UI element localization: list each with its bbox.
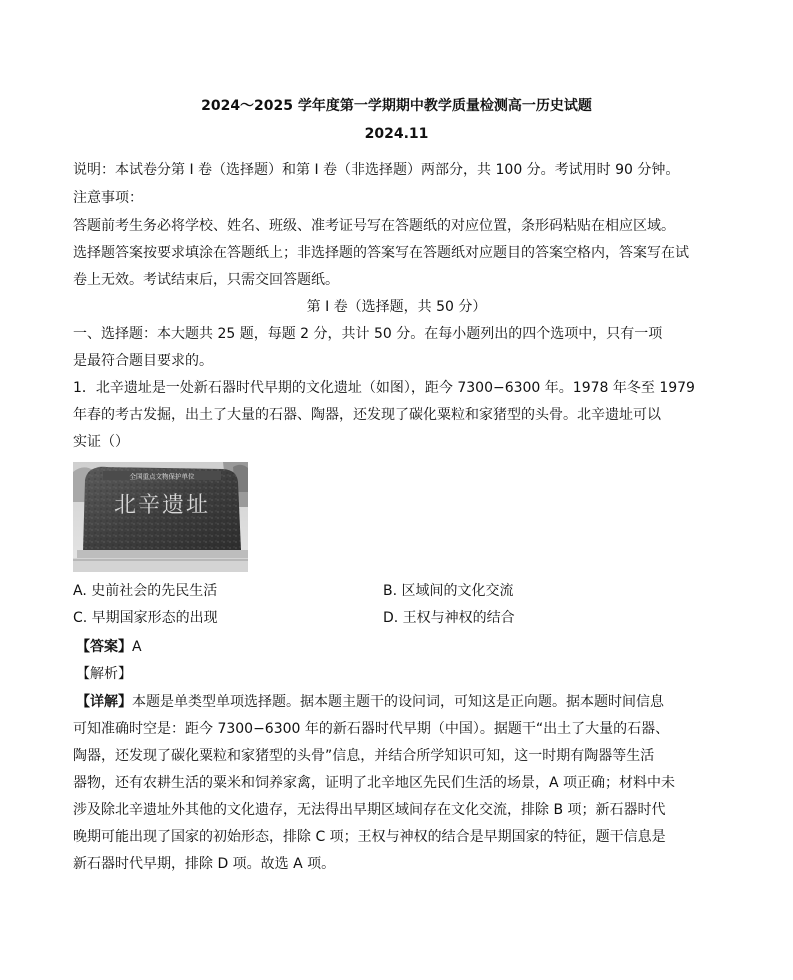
section-title: 第 I 卷（选择题，共 50 分）: [306, 299, 487, 315]
section-instruction-1: 一、选择题：本大题共 25 题，每题 2 分，共计 50 分。在每小题列出的四个选项中，只有一项: [73, 326, 663, 342]
option-a: A. 史前社会的先民生活: [73, 583, 218, 599]
exam-note: 说明：本试卷分第 I 卷（选择题）和第 I 卷（非选择题）两部分，共 100 分。考试用时 90 分钟。: [73, 162, 680, 178]
detail-line-4: 器物，还有农耕生活的粟米和饲养家禽，证明了北辛地区先民们生活的场景，A 项正确；材料中未: [73, 775, 676, 791]
option-b: B. 区域间的文化交流: [383, 583, 514, 599]
question-stem-3: 实证（）: [73, 434, 129, 450]
beixin-site-photo: [73, 462, 248, 572]
detail-text-1: 本题是单类型单项选择题。据本题主题干的设问词，可知这是正向题。据本题时间信息: [132, 694, 664, 710]
attention-line-1: 答题前考生务必将学校、姓名、班级、准考证号写在答题纸的对应位置，条形码粘贴在相应区域。: [73, 218, 675, 234]
option-c: C. 早期国家形态的出现: [73, 610, 218, 626]
detail-tag: 【详解】: [76, 694, 132, 710]
attention-line-2: 选择题答案按要求填涂在答题纸上；非选择题的答案写在答题纸对应题目的答案空格内，答案写在试: [73, 245, 689, 261]
detail-line-5: 涉及除北辛遗址外其他的文化遗存，无法得出早期区域间存在文化交流，排除 B 项；新石器时代: [73, 802, 666, 818]
detail-line-2: 可知准确时空是：距今 7300−6300 年的新石器时代早期（中国）。据题干“出土了大量的石器、: [73, 721, 670, 737]
attention-line-3: 卷上无效。考试结束后，只需交回答题纸。: [73, 272, 339, 288]
plaque-text: 全国重点文物保护单位: [129, 472, 195, 481]
detail-line-7: 新石器时代早期，排除 D 项。故选 A 项。: [73, 856, 336, 872]
option-d: D. 王权与神权的结合: [383, 610, 515, 626]
detail-line-6: 晚期可能出现了国家的初始形态，排除 C 项；王权与神权的结合是早期国家的特征，题干信息是: [73, 829, 666, 845]
answer-line: [76, 637, 142, 657]
answer-tag: 【答案】: [76, 639, 132, 655]
analysis-tag: 【解析】: [76, 666, 132, 682]
detail-line-1: [76, 692, 664, 712]
section-instruction-2: 是最符合题目要求的。: [73, 353, 213, 369]
answer-value: A: [132, 639, 142, 655]
monument-name-text: 北辛遗址: [113, 493, 211, 518]
attention-title: 注意事项：: [73, 190, 143, 206]
exam-date: 2024.11: [364, 126, 429, 142]
question-stem-2: 年春的考古发掘，出土了大量的石器、陶器，还发现了碳化粟粒和家猪型的头骨。北辛遗址可以: [73, 407, 661, 423]
question-stem-1: 1．北辛遗址是一处新石器时代早期的文化遗址（如图），距今 7300−6300 年。1978 年冬至 1979: [73, 380, 695, 396]
exam-title: 2024～2025 学年度第一学期期中教学质量检测高一历史试题: [201, 98, 592, 114]
detail-line-3: 陶器，还发现了碳化粟粒和家猪型的头骨”信息，并结合所学知识可知，这一时期有陶器等生活: [73, 748, 655, 764]
